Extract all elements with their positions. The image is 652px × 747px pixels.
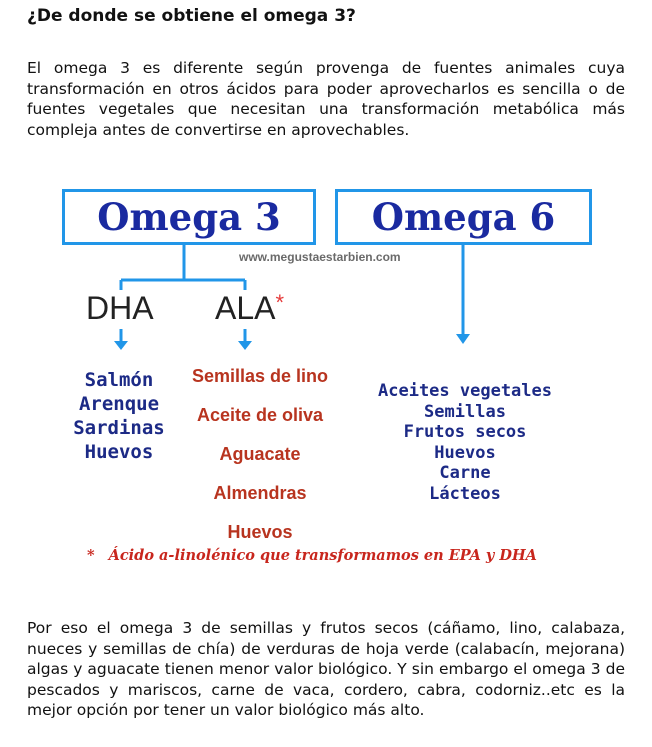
ala-sources-list [180,357,340,552]
list-item: Salmón [84,369,154,391]
ala-label-group [215,290,284,327]
footnote-asterisk: * [87,547,95,564]
footnote [87,547,537,564]
list-item: Arenque [78,393,160,415]
ala-asterisk: * [275,290,285,315]
list-item: Sardinas [73,417,165,439]
list-item: Aceite de oliva [196,405,324,425]
ala-arrow-head [238,341,252,350]
omega6-sources-list [345,381,585,504]
footnote-text: Ácido a-linolénico que transformamos en EPA y DHA [108,547,537,564]
list-item: Huevos [84,441,154,463]
list-item: Frutos secos [403,422,527,442]
omega6-box: Omega 6 [335,189,592,245]
dha-arrow-head [114,341,128,350]
list-item: Aceites vegetales [378,381,552,401]
list-item: Semillas [424,401,506,422]
intro-paragraph: El omega 3 es diferente según provenga de fuentes animales cuya transformación en otros ácidos para poder aprovecharlos es sencilla o de fuentes vegetales que necesitan una transformación metabólica más compleja antes de convertirse en aprovechables. [27,59,625,139]
omega6-arrow-head [456,334,470,344]
omega-infographic [55,180,615,580]
list-item: Huevos [434,442,496,463]
closing-paragraph: Por eso el omega 3 de semillas y frutos secos (cáñamo, lino, calabaza, nueces y semillas de chía) de verduras de hoja verde (calabacín, mejorana) algas y aguacate tienen menor valor biológico. Y sin embargo el omega 3 de pescados y mariscos, carne de vaca, cordero, cabra, codorniz..etc es la mejor opción por tener un valor biológico más alto. [27,619,625,719]
ala-label: ALA [215,290,276,326]
omega3-box: Omega 3 [62,189,316,245]
list-item: Semillas de lino [191,366,329,386]
watermark-url: www.megustaestarbien.com [239,250,401,264]
dha-sources-list [55,368,183,464]
list-item: Carne [439,463,491,483]
list-item: Lácteos [429,483,501,504]
list-item: Almendras [213,483,307,503]
list-item: Huevos [227,522,293,542]
dha-label: DHA [86,290,154,326]
list-item: Aguacate [219,444,301,464]
page-heading: ¿De donde se obtiene el omega 3? [27,6,356,26]
